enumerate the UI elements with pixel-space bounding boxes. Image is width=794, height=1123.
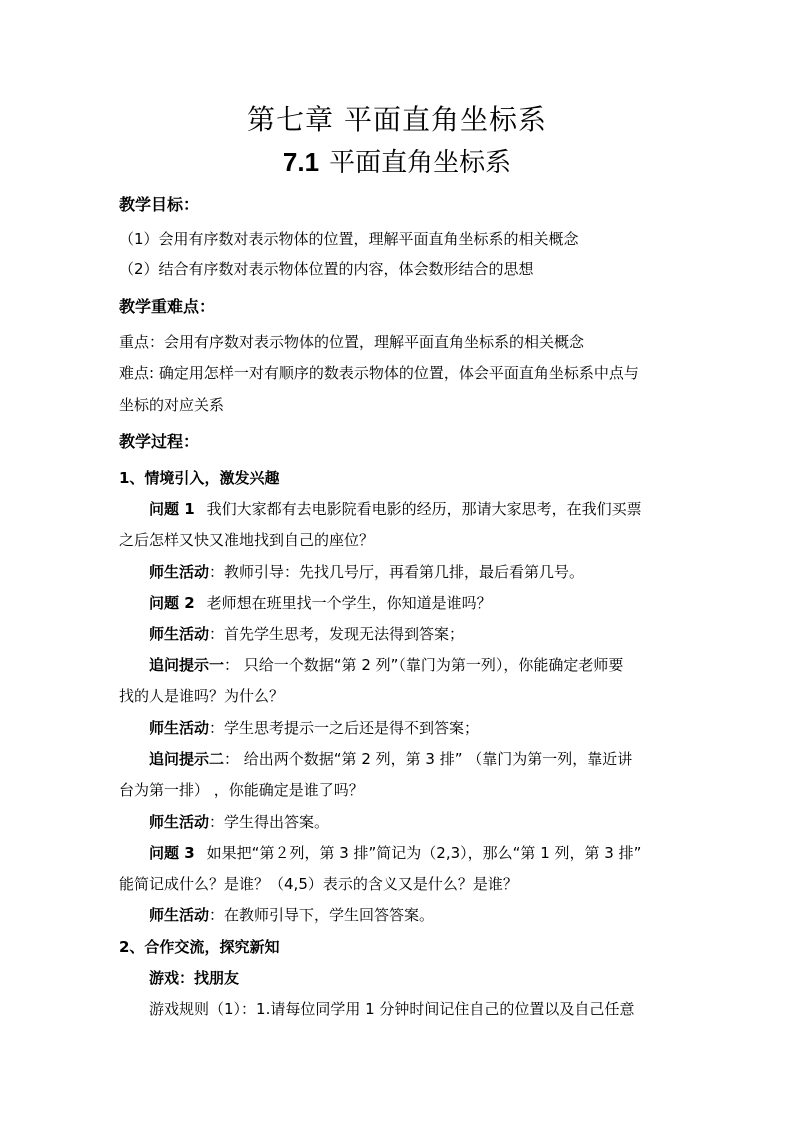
section-title-text: 平面直角坐标系 xyxy=(329,148,512,178)
activity-4 xyxy=(149,811,329,832)
activity-4-label: 师生活动 xyxy=(149,813,210,831)
goal-item-1: （1）会用有序数对表示物体的位置，理解平面直角坐标系的相关概念 xyxy=(119,230,579,248)
activity-5-text: ：在教师引导下，学生回答答案。 xyxy=(209,906,435,924)
section-number: 7.1 xyxy=(282,147,320,177)
goal-item-2: （2）结合有序数对表示物体位置的内容，体会数形结合的思想 xyxy=(119,260,534,278)
question-3-text: 如果把“第２列，第 3 排”简记为（2,3），那么“第 1 列，第 3 排” xyxy=(206,844,642,862)
hint-1-text: ： 只给一个数据“第 2 列”（靠门为第一列），你能确定老师要 xyxy=(224,656,624,674)
activity-1-text: ：教师引导：先找几号厅，再看第几排，最后看第几号。 xyxy=(209,563,585,581)
activity-2-text: ：首先学生思考，发现无法得到答案； xyxy=(209,625,465,643)
question-1-label: 问题 1 xyxy=(149,500,195,518)
key-point: 重点：会用有序数对表示物体的位置，理解平面直角坐标系的相关概念 xyxy=(119,333,585,351)
activity-3 xyxy=(149,717,479,738)
activity-4-text: ：学生得出答案。 xyxy=(209,813,330,831)
activity-1 xyxy=(149,561,584,582)
hint-2-text: ： 给出两个数据“第 2 列，第 3 排” （靠门为第一列，靠近讲 xyxy=(224,750,633,768)
hint-2-line-2: 台为第一排） ，你能确定是谁了吗？ xyxy=(119,781,364,799)
activity-2-label: 师生活动 xyxy=(149,625,210,643)
question-1-text: 我们大家都有去电影院看电影的经历，那请大家思考，在我们买票 xyxy=(206,500,642,518)
hint-2-label: 追问提示二 xyxy=(149,750,225,768)
hint-1-line-2: 找的人是谁吗？为什么？ xyxy=(119,687,285,705)
keypoints-heading: 教学重难点： xyxy=(119,297,216,316)
section-title xyxy=(0,142,794,179)
activity-3-text: ：学生思考提示一之后还是得不到答案； xyxy=(209,719,480,737)
question-2-label: 问题 2 xyxy=(149,594,195,612)
difficult-point-line-2: 坐标的对应关系 xyxy=(119,396,225,414)
hint-1-label: 追问提示一 xyxy=(149,656,225,674)
hint-1-line-1 xyxy=(149,654,623,675)
hint-2-line-1 xyxy=(149,748,632,769)
question-1-line-2: 之后怎样又快又准地找到自己的座位？ xyxy=(119,531,375,549)
activity-1-label: 师生活动 xyxy=(149,563,210,581)
goals-heading: 教学目标： xyxy=(119,195,200,214)
process-heading: 教学过程： xyxy=(119,432,200,451)
question-3-line-1 xyxy=(149,842,641,863)
activity-5-label: 师生活动 xyxy=(149,906,210,924)
activity-3-label: 师生活动 xyxy=(149,719,210,737)
question-2 xyxy=(149,592,492,613)
game-rule-line: 游戏规则（1）：1.请每位同学用 1 分钟时间记住自己的位置以及自己任意 xyxy=(149,1000,635,1018)
question-3-label: 问题 3 xyxy=(149,844,195,862)
step-2-heading: 2、合作交流，探究新知 xyxy=(119,938,280,956)
difficult-point-line-1: 难点: 确定用怎样一对有顺序的数表示物体的位置，体会平面直角坐标系中点与 xyxy=(119,364,639,382)
chapter-title: 第七章 平面直角坐标系 xyxy=(247,103,547,136)
question-1-line-1 xyxy=(149,498,642,519)
question-2-text: 老师想在班里找一个学生，你知道是谁吗？ xyxy=(206,594,492,612)
activity-2 xyxy=(149,623,464,644)
question-3-line-2: 能简记成什么？是谁？（4,5）表示的含义又是什么？是谁？ xyxy=(119,875,518,893)
game-title: 游戏：找朋友 xyxy=(149,969,240,987)
step-1-heading: 1、情境引入，激发兴趣 xyxy=(119,469,280,487)
activity-5 xyxy=(149,904,434,925)
